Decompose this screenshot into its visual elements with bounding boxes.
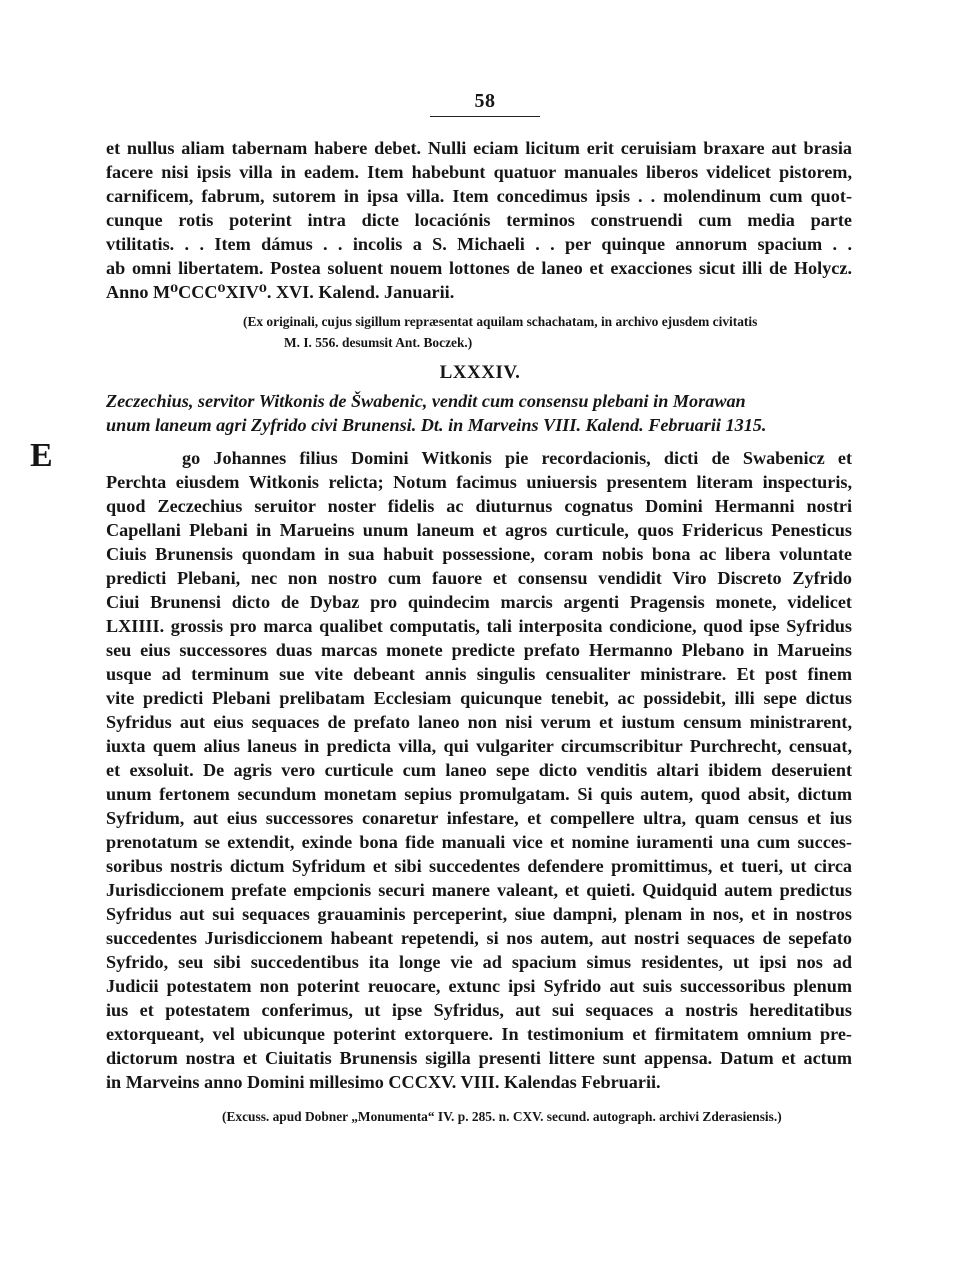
text-line: predicti Plebani, nec non nostro cum fauore et consensu vendidit Viro Discreto Zyfrido: [106, 568, 852, 588]
text-line: usque ad terminum sue vite debeant annis singulis censualiter ministrare. Et post finem: [106, 664, 852, 684]
text-line: vite predicti Plebani prelibatam Ecclesiam quicunque tenebit, ac possidebit, illi sepe dictus: [106, 688, 852, 708]
text-line: dictorum nostra et Ciuitatis Brunensis sigilla presenti littere sunt appensa. Datum et actum: [106, 1048, 852, 1068]
text-line: Ciui Brunensi dicto de Dybaz pro quindecim marcis argenti Pragensis monete, videlicet: [106, 592, 852, 612]
note-line: M. I. 556. desumsit Ant. Boczek.): [284, 335, 473, 350]
text-line-first: E go Johannes filius Domini Witkonis pie recordacionis, dicti de Swabenicz et: [30, 437, 852, 474]
page-number-rule: [430, 116, 540, 117]
text-line: LXIIII. grossis pro marca qualibet computatis, tali interposita condicione, quod ipse Syfridus: [106, 616, 852, 636]
text-line: quod Zeczechius seruitor noster fidelis ac diuturnus cognatus Domini Hermanni nostri: [106, 496, 852, 516]
summary-line: Zeczechius, servitor Witkonis de Šwabenic, vendit cum consensu plebani in Morawan: [106, 391, 746, 411]
text-line: extorqueant, vel ubicunque poterint extorquere. In testimonium et firmitatem omnium pre-: [106, 1024, 852, 1044]
charter-summary: [106, 389, 852, 437]
text-line: Syfridum, aut eius successores conaretur infestare, et compellere ultra, quam census et ius: [106, 808, 852, 828]
text-line: Syfridus aut eius sequaces de prefato laneo non nisi verum et iustum censum ministrarent,: [106, 712, 852, 732]
charter-number: LXXXIV.: [439, 362, 521, 383]
text-line: ab omni libertatem. Postea soluent nouem lottones de laneo et exacciones sicut illi de Holycz.: [106, 258, 852, 278]
text-line: in Marveins anno Domini millesimo CCCXV. VIII. Kalendas Februarii.: [106, 1072, 661, 1092]
summary-line: unum laneum agri Zyfrido civi Brunensi. Dt. in Marveins VIII. Kalend. Februarii 1315.: [106, 415, 767, 435]
note-line: (Excuss. apud Dobner „Monumenta“ IV. p. 285. n. CXV. secund. autograph. archivi Zderasiensis.): [222, 1109, 782, 1124]
text-line: cunque rotis poterint intra dicte locaciónis terminos construendi cum media parte: [106, 210, 852, 230]
charter-body: [30, 437, 852, 1094]
text-line: Ciuis Brunensis quondam in sua habuit possessione, coram nobis bona ac libera voluntate: [106, 544, 852, 564]
text-line: et nullus aliam tabernam habere debet. Nulli eciam licitum erit ceruisiam braxare aut brasia: [106, 138, 852, 158]
text-line: Capellani Plebani in Marueins unum laneum et agros curticule, quos Fridericus Penesticus: [106, 520, 852, 540]
text-line: Perchta eiusdem Witkonis relicta; Notum facimus uniuersis presentem literam inspecturis,: [106, 472, 852, 492]
text-line: carnificem, fabrum, sutorem in ipsa villa. Item concedimus ipsis . . molendinum cum quot-: [106, 186, 852, 206]
note-line: (Ex originali, cujus sigillum repræsentat aquilam schachatam, in archivo ejusdem civitatis: [243, 314, 758, 329]
previous-charter-ending: [106, 136, 852, 304]
text-line: Jurisdiccionem prefate empcionis securi manere valeant, et quieti. Quidquid autem predictus: [106, 880, 852, 900]
text-line: unum fertonem secundum monetam sepius promulgatam. Si quis autem, quod absit, dictum: [106, 784, 852, 804]
text-line: Judicii potestatem non poterint reuocare, extunc ipsi Syfrido aut suis successoribus plenum: [106, 976, 852, 996]
text-line: go Johannes filius Domini Witkonis pie recordacionis, dicti de Swabenicz et: [182, 448, 852, 468]
text-line: soribus nostris dictum Syfridum et sibi succedentes defendere promittimus, et tueri, ut circa: [106, 856, 852, 876]
text-line: facere nisi ipsis villa in eadem. Item habebunt quatuor manuales liberos videlicet pistorem,: [106, 162, 852, 182]
source-note: [243, 311, 855, 353]
text-line: et exsoluit. De agris vero curticule cum laneo sepe dicto venditis altari ibidem deseruient: [106, 760, 852, 780]
text-line: succedentes Jurisdiccionem habeant repetendi, si nos autem, aut nostri sequaces de sepefato: [106, 928, 852, 948]
text-line: prenotatum se extendit, exinde bona fide manuali vice et nomine iuramenti una cum succes-: [106, 832, 852, 852]
text-line: ius et potestatem conferimus, ut ipse Syfridus, aut sui sequaces a nostris hereditatibus: [106, 1000, 852, 1020]
text-line: seu eius successores duas marcas monete predicte prefato Hermanno Plebano in Marueins: [106, 640, 852, 660]
charter-source-note: [222, 1106, 852, 1127]
text-line: vtilitatis. . . Item dámus . . incolis a S. Michaeli . . per quinque annorum spacium . .: [106, 234, 852, 254]
text-line: Syfrido, seu sibi succedentibus ita longe vie ad spacium simus residentes, ut ipsi nos ad: [106, 952, 852, 972]
page-number: 58: [474, 90, 496, 112]
text-line: Anno M⁰CCC⁰XIV⁰. XVI. Kalend. Januarii.: [106, 282, 455, 302]
text-line: iuxta quem alius laneus in predicta villa, qui vulgariter circumscribitur Purchrecht, censuat,: [106, 736, 852, 756]
text-line: Syfridus aut sui sequaces grauaminis perceperint, siue dampni, plenam in nos, et in nostros: [106, 904, 852, 924]
